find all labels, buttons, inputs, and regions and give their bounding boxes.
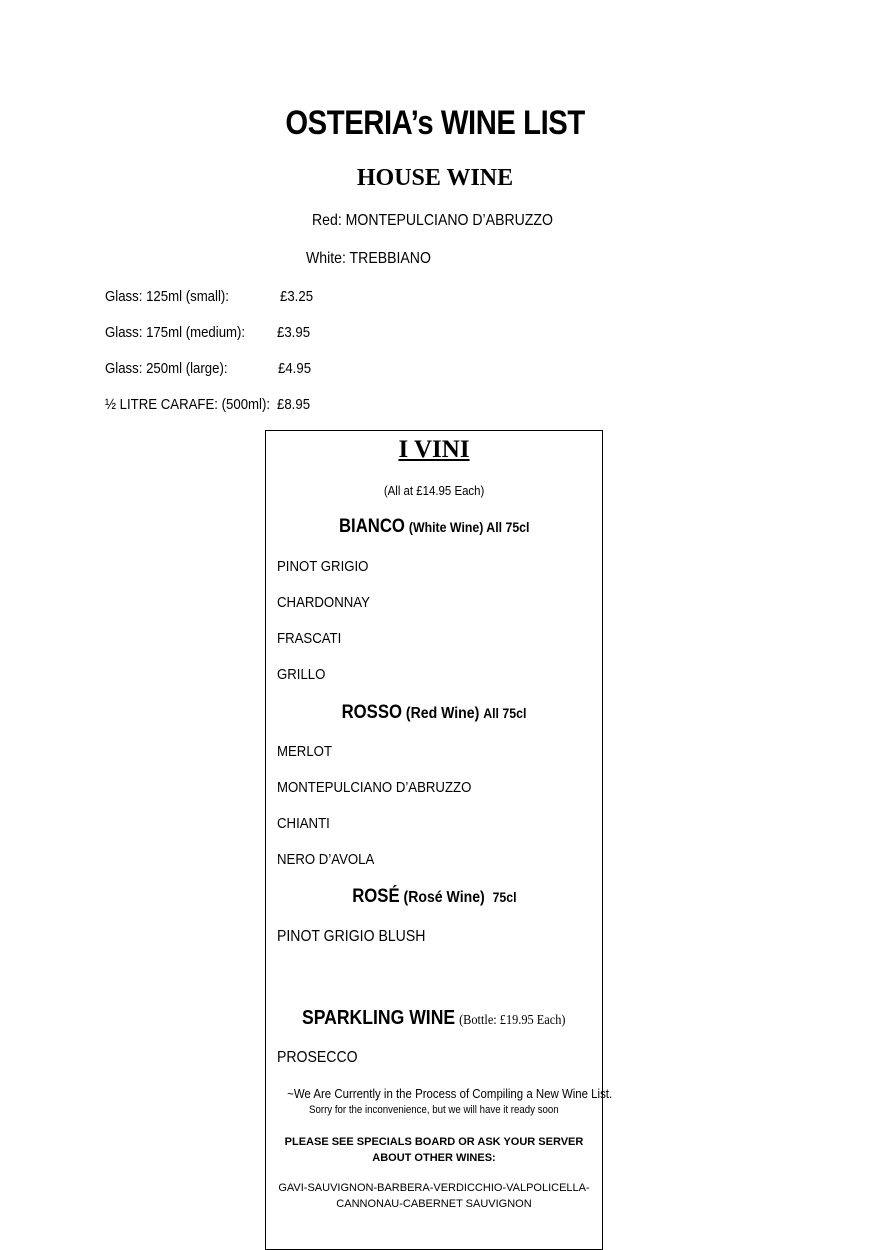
other-wines-list: GAVI-SAUVIGNON-BARBERA-VERDICCHIO-VALPOLICELLA-CANNONAU-CABERNET SAUVIGNON bbox=[278, 1182, 590, 1210]
price-label-medium: Glass: 175ml (medium): bbox=[105, 324, 246, 341]
i-vini-price-note: (All at £14.95 Each) bbox=[383, 483, 485, 498]
price-label-large: Glass: 250ml (large): bbox=[105, 360, 228, 377]
sparkling-heading: SPARKLING WINE (Bottle: £19.95 Each) bbox=[302, 1007, 566, 1029]
rosso-item: CHIANTI bbox=[277, 815, 330, 832]
bianco-item: CHARDONNAY bbox=[277, 594, 370, 611]
price-label-carafe: ½ LITRE CARAFE: (500ml): bbox=[105, 396, 271, 413]
bianco-item: GRILLO bbox=[277, 666, 326, 683]
rosso-item: MONTEPULCIANO D’ABRUZZO bbox=[277, 779, 472, 796]
price-value-large: £4.95 bbox=[278, 360, 312, 377]
page-title: OSTERIA’s WINE LIST bbox=[285, 104, 585, 142]
price-value-medium: £3.95 bbox=[277, 324, 311, 341]
rosso-item: NERO D’AVOLA bbox=[277, 851, 375, 868]
rose-heading: ROSÉ (Rosé Wine) 75cl bbox=[351, 886, 517, 907]
i-vini-heading: I VINI bbox=[398, 436, 470, 463]
specials-board-note: PLEASE SEE SPECIALS BOARD OR ASK YOUR SERVER ABOUT OTHER WINES: bbox=[284, 1136, 584, 1164]
bianco-item: PINOT GRIGIO bbox=[277, 558, 369, 575]
i-vini-box bbox=[265, 430, 613, 1250]
wine-list-notice: ~We Are Currently in the Process of Compiling a New Wine List. bbox=[287, 1086, 613, 1101]
price-value-small: £3.25 bbox=[280, 288, 314, 305]
bianco-item: FRASCATI bbox=[277, 630, 342, 647]
sparkling-item: PROSECCO bbox=[277, 1049, 358, 1066]
price-label-small: Glass: 125ml (small): bbox=[105, 288, 229, 305]
rosso-heading: ROSSO (Red Wine) All 75cl bbox=[341, 702, 527, 723]
house-white-wine: White: TREBBIANO bbox=[306, 250, 431, 267]
wine-list-apology: Sorry for the inconvenience, but we will have it ready soon bbox=[309, 1104, 559, 1116]
rose-item: PINOT GRIGIO BLUSH bbox=[277, 928, 426, 945]
house-wine-heading: HOUSE WINE bbox=[356, 165, 514, 191]
price-value-carafe: £8.95 bbox=[277, 396, 311, 413]
house-red-wine: Red: MONTEPULCIANO D’ABRUZZO bbox=[312, 212, 553, 229]
rosso-item: MERLOT bbox=[277, 743, 333, 760]
bianco-heading: BIANCO (White Wine) All 75cl bbox=[338, 516, 530, 537]
